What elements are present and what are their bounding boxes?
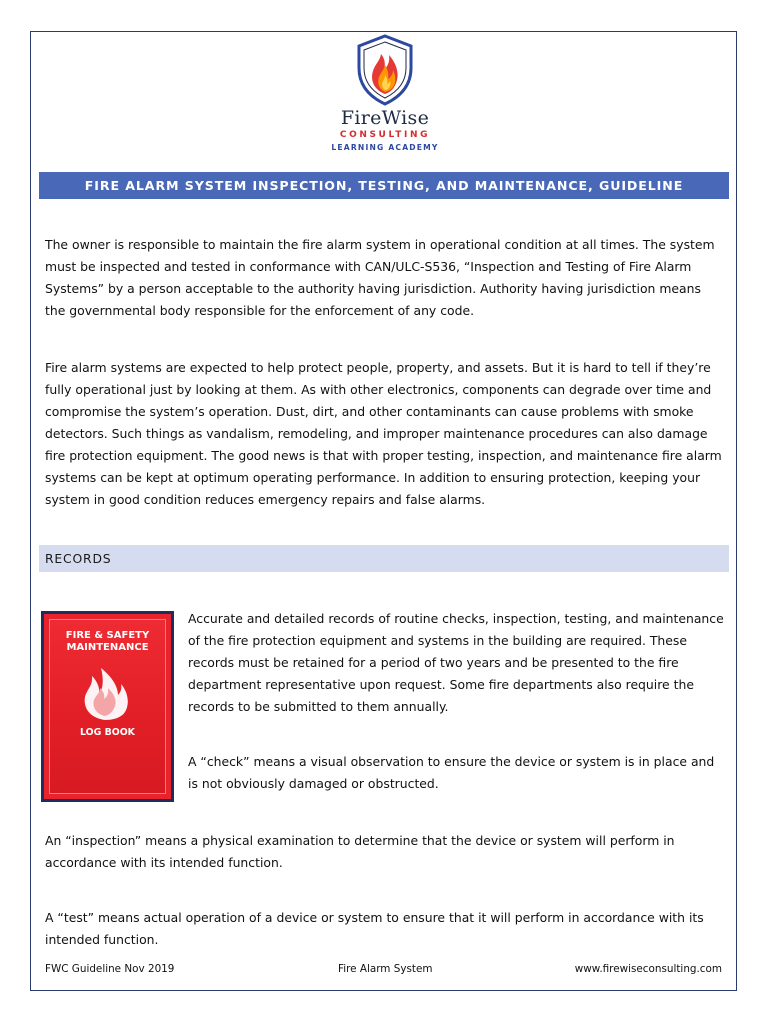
flame-icon <box>78 662 133 722</box>
section-header-records <box>39 545 729 572</box>
footer-title: Fire Alarm System <box>338 963 433 975</box>
section-header-label: RECORDS <box>45 551 112 566</box>
document-title: FIRE ALARM SYSTEM INSPECTION, TESTING, AND MAINTENANCE, GUIDELINE <box>39 172 729 199</box>
logbook-cover <box>49 619 166 794</box>
paragraph-test-definition: A “test” means actual operation of a device or system to ensure that it will perform in accordance with its intended function. <box>45 910 704 947</box>
paragraph-records: Accurate and detailed records of routine checks, inspection, testing, and maintenance of the fire protection equipment and systems in the building are required. These records must be retained for a period of two years and be presented to the fire department representative upon request. Some fire departments also require the records to be submitted to them annually. <box>188 611 724 714</box>
brand-name: FireWise <box>340 107 430 129</box>
paragraph-system-expectations: Fire alarm systems are expected to help protect people, property, and assets. But it is hard to tell if they’re fully operational just by looking at them. As with other electronics, components can degrade over time and compromise the system’s operation. Dust, dirt, and other contaminants can cause problems with smoke detectors. Such things as vandalism, remodeling, and improper maintenance procedures can also damage fire protection equipment. The good news is that with proper testing, inspection, and maintenance fire alarm systems can be kept at optimum operating performance. In addition to ensuring protection, keeping your system in good condition reduces emergency repairs and false alarms. <box>45 360 722 507</box>
paragraph-check-definition: A “check” means a visual observation to ensure the device or system is in place and is not obviously damaged or obstructed. <box>188 754 715 791</box>
logbook-title <box>50 630 165 654</box>
shield-flame-icon <box>356 34 414 106</box>
footer-website: www.firewiseconsulting.com <box>574 963 722 975</box>
brand-subtitle: CONSULTING <box>339 130 431 140</box>
logbook-title-line2: MAINTENANCE <box>66 642 149 653</box>
logbook-label: LOG BOOK <box>80 727 135 738</box>
firewise-logo <box>330 34 440 156</box>
logbook-title-line1: FIRE & SAFETY <box>65 630 150 641</box>
brand-academy: LEARNING ACADEMY <box>331 143 439 152</box>
logbook-image <box>41 611 174 802</box>
footer-date: FWC Guideline Nov 2019 <box>45 963 175 975</box>
paragraph-inspection-definition: An “inspection” means a physical examination to determine that the device or system will perform in accordance with its intended function. <box>45 833 675 870</box>
paragraph-owner-responsibility: The owner is responsible to maintain the fire alarm system in operational condition at all times. The system must be inspected and tested in conformance with CAN/ULC-S536, “Inspection and Testing of Fire Alarm Systems” by a person acceptable to the authority having jurisdiction. Authority having jurisdiction means the governmental body responsible for the enforcement of any code. <box>45 237 715 318</box>
